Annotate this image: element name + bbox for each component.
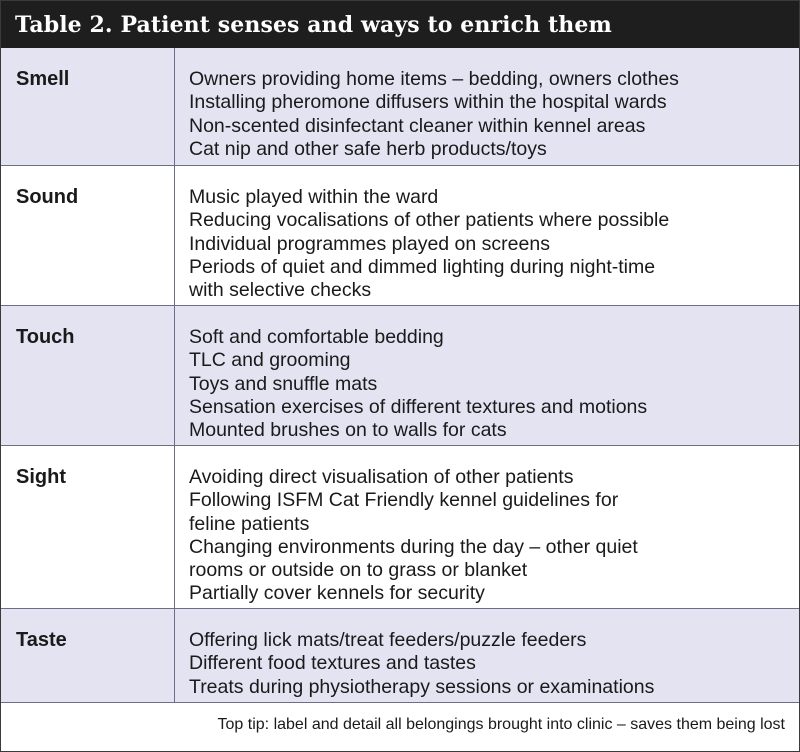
enrichment-item: Installing pheromone diffusers within the hospital wards [189,91,667,114]
enrichment-item: Sensation exercises of different textures and motions [189,395,648,418]
enrichment-list [175,609,799,702]
enrichment-item: Following ISFM Cat Friendly kennel guidelines for [189,489,619,512]
enrichment-list [175,446,799,608]
sense-label: Sight [1,446,175,608]
enrichment-list [175,306,799,445]
enrichment-item: feline patients [189,512,310,535]
table-row-touch [1,306,799,446]
sense-label: Sound [1,166,175,305]
table-title: Table 2. Patient senses and ways to enrich them [1,1,799,48]
enrichment-item: Individual programmes played on screens [189,232,550,255]
enrichment-item: Changing environments during the day – other quiet [189,535,638,558]
enrichment-item: Mounted brushes on to walls for cats [189,419,507,442]
enrichment-item: Periods of quiet and dimmed lighting during night-time [189,255,656,278]
sense-label: Touch [1,306,175,445]
enrichment-list [175,166,799,305]
table-row-sight [1,446,799,609]
top-tip-footer: Top tip: label and detail all belongings brought into clinic – saves them being lost [217,716,785,733]
enrichment-item: Treats during physiotherapy sessions or examinations [189,675,655,698]
enrichment-item: Different food textures and tastes [189,652,476,675]
enrichment-list [175,48,799,165]
senses-table [1,48,799,747]
enrichment-item: rooms or outside on to grass or blanket [189,559,528,582]
enrichment-item: Partially cover kennels for security [189,582,485,605]
enrichment-item: Owners providing home items – bedding, owners clothes [189,68,679,90]
enrichment-item: Music played within the ward [189,186,439,208]
enrichment-item: Avoiding direct visualisation of other patients [189,466,574,488]
enrichment-item: Toys and snuffle mats [189,372,378,395]
enrichment-item: Non-scented disinfectant cleaner within kennel areas [189,114,646,137]
enrichment-item: Cat nip and other safe herb products/toys [189,137,547,160]
enrichment-item: TLC and grooming [189,349,351,372]
enrichment-item: with selective checks [189,279,372,302]
enrichment-item: Soft and comfortable bedding [189,326,444,348]
enrichment-item: Reducing vocalisations of other patients where possible [189,209,670,232]
enrichment-item: Offering lick mats/treat feeders/puzzle feeders [189,629,587,651]
sense-label: Taste [1,609,175,702]
table-row-sound [1,166,799,306]
table-row-smell [1,48,799,166]
sense-label: Smell [1,48,175,165]
table-row-taste [1,609,799,703]
